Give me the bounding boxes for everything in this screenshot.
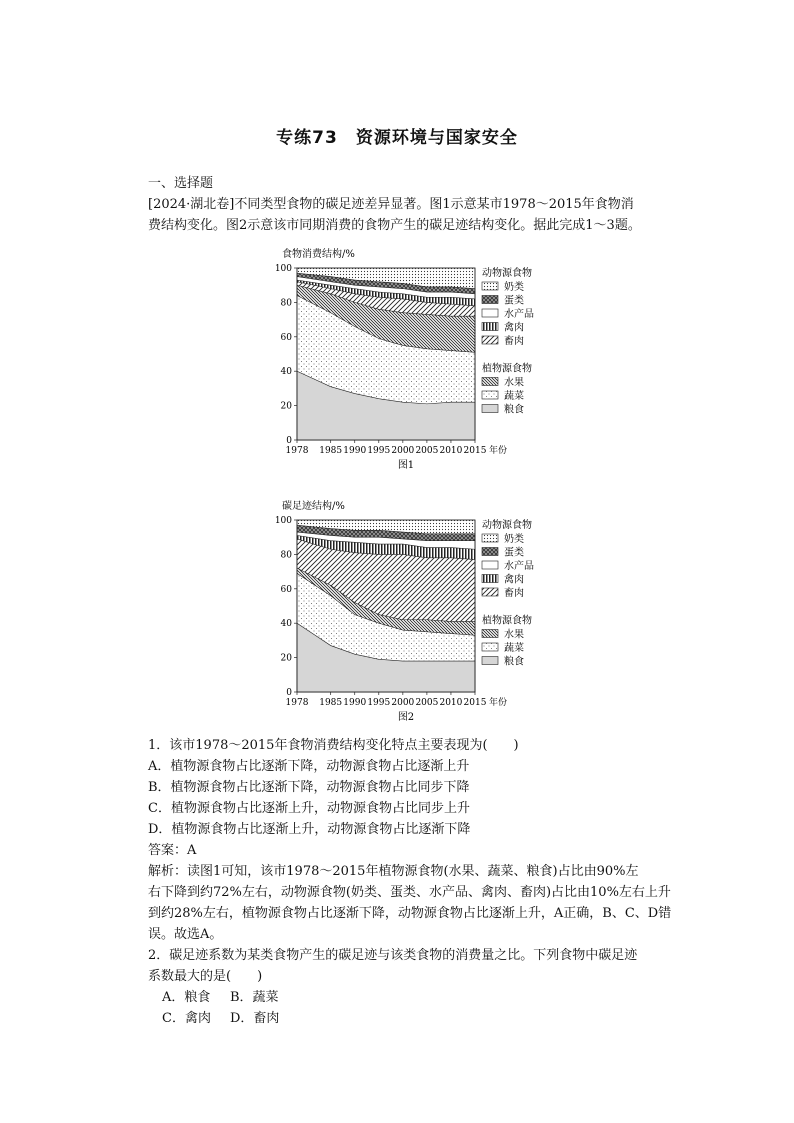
legend-group-title: 动物源食物 <box>482 268 532 279</box>
area-chart-1 <box>270 240 570 475</box>
y-tick-label: 40 <box>280 367 292 378</box>
legend-label: 禽肉 <box>504 574 524 586</box>
x-tick-label: 1995 <box>367 698 391 708</box>
x-tick-label: 1995 <box>367 446 391 456</box>
section-heading: 一、选择题 <box>148 176 214 191</box>
legend-label: 蛋类 <box>504 547 524 559</box>
y-tick-label: 100 <box>274 264 292 274</box>
legend-swatch <box>482 296 498 304</box>
legend-swatch <box>482 548 498 556</box>
q1-stem: 1．该市1978～2015年食物消费结构变化特点主要表现为( ) <box>148 738 519 753</box>
legend-swatch <box>482 561 498 569</box>
y-tick-label: 40 <box>280 619 292 630</box>
x-tick-label: 2010 <box>439 446 463 456</box>
legend-label: 蛋类 <box>504 295 524 307</box>
y-tick-label: 0 <box>286 688 292 698</box>
legend-group-title: 植物源食物 <box>482 363 532 375</box>
x-tick-label: 2000 <box>391 446 415 456</box>
x-tick-label: 2005 <box>415 446 439 456</box>
legend-swatch <box>482 588 498 596</box>
x-tick-label: 2005 <box>415 698 439 708</box>
legend-label: 奶类 <box>504 534 524 545</box>
legend-label: 粮食 <box>504 656 524 668</box>
figure-2 <box>270 492 570 731</box>
legend-swatch <box>482 309 498 317</box>
x-tick-label: 1985 <box>319 698 343 708</box>
legend-label: 水果 <box>504 377 524 389</box>
q1-option-b: B．植物源食物占比逐渐下降，动物源食物占比同步下降 <box>148 780 470 795</box>
y-tick-label: 80 <box>280 298 292 309</box>
legend-swatch <box>482 630 498 638</box>
legend-label: 畜肉 <box>504 336 524 347</box>
figure-label: 图2 <box>397 712 415 723</box>
legend-group-title: 植物源食物 <box>482 615 532 627</box>
legend-label: 奶类 <box>504 282 524 293</box>
legend-label: 水产品 <box>504 309 534 320</box>
figure-1 <box>270 240 570 479</box>
x-tick-label: 2015 <box>463 698 487 708</box>
legend-label: 畜肉 <box>504 588 524 599</box>
y-tick-label: 80 <box>280 550 292 561</box>
legend-group-title: 动物源食物 <box>482 520 532 531</box>
intro-line-2: 费结构变化。图2示意该市同期消费的食物产生的碳足迹结构变化。据此完成1～3题。 <box>148 218 641 233</box>
q1-analysis-1: 解析：读图1可知，该市1978～2015年植物源食物(水果、蔬菜、粮食)占比由90%左 <box>148 864 639 879</box>
y-tick-label: 60 <box>280 584 292 595</box>
x-tick-label: 2010 <box>439 698 463 708</box>
x-tick-label: 1978 <box>285 446 309 456</box>
legend-swatch <box>482 378 498 386</box>
y-tick-label: 20 <box>280 653 292 664</box>
page-title: 专练73 资源环境与国家安全 <box>276 128 518 148</box>
q1-analysis-2: 右下降到约72%左右，动物源食物(奶类、蛋类、水产品、禽肉、畜肉)占比由10%左右上升 <box>148 885 671 900</box>
x-tick-label: 1978 <box>285 698 309 708</box>
q1-option-d: D．植物源食物占比逐渐上升，动物源食物占比逐渐下降 <box>148 822 471 837</box>
q2-option-b: B．蔬菜 <box>230 990 279 1005</box>
legend-swatch <box>482 323 498 331</box>
q2-stem-2: 系数最大的是( ) <box>148 969 263 984</box>
q2-option-d: D．畜肉 <box>230 1011 280 1026</box>
intro-line-1: [2024·湖北卷]不同类型食物的碳足迹差异显著。图1示意某市1978～2015年食物消 <box>148 197 634 212</box>
q1-analysis-3: 到约28%左右，植物源食物占比逐渐下降，动物源食物占比逐渐上升，A正确，B、C、D错 <box>148 906 672 921</box>
legend-swatch <box>482 405 498 413</box>
y-tick-label: 0 <box>286 436 292 446</box>
q2-option-a: A．粮食 <box>162 990 211 1005</box>
legend-label: 粮食 <box>504 404 524 416</box>
q2-option-c: C．禽肉 <box>162 1011 211 1026</box>
legend-swatch <box>482 643 498 651</box>
figure-label: 图1 <box>397 460 415 471</box>
x-axis-title: 年份 <box>489 698 508 708</box>
y-tick-label: 60 <box>280 332 292 343</box>
legend-swatch <box>482 657 498 665</box>
x-tick-label: 1985 <box>319 446 343 456</box>
q1-option-c: C．植物源食物占比逐渐上升，动物源食物占比同步上升 <box>148 801 470 816</box>
legend-swatch <box>482 575 498 583</box>
legend-label: 水果 <box>504 629 524 641</box>
q1-option-a: A．植物源食物占比逐渐下降，动物源食物占比逐渐上升 <box>148 759 470 774</box>
area-chart-2 <box>270 492 570 727</box>
q1-analysis-4: 误。故选A。 <box>148 927 223 942</box>
legend-swatch <box>482 391 498 399</box>
legend-label: 蔬菜 <box>504 643 524 654</box>
y-tick-label: 20 <box>280 401 292 412</box>
legend-label: 禽肉 <box>504 322 524 334</box>
x-tick-label: 1990 <box>343 446 367 456</box>
x-axis-title: 年份 <box>489 446 508 456</box>
x-tick-label: 2000 <box>391 698 415 708</box>
y-axis-title: 食物消费结构/% <box>282 249 355 260</box>
x-tick-label: 1990 <box>343 698 367 708</box>
legend-label: 水产品 <box>504 561 534 572</box>
legend-swatch <box>482 336 498 344</box>
q2-stem-1: 2．碳足迹系数为某类食物产生的碳足迹与该类食物的消费量之比。下列食物中碳足迹 <box>148 948 638 963</box>
y-axis-title: 碳足迹结构/% <box>282 501 345 512</box>
legend-label: 蔬菜 <box>504 391 524 402</box>
q1-answer: 答案：A <box>148 843 197 858</box>
legend-swatch <box>482 282 498 290</box>
y-tick-label: 100 <box>274 516 292 526</box>
legend-swatch <box>482 534 498 542</box>
x-tick-label: 2015 <box>463 446 487 456</box>
